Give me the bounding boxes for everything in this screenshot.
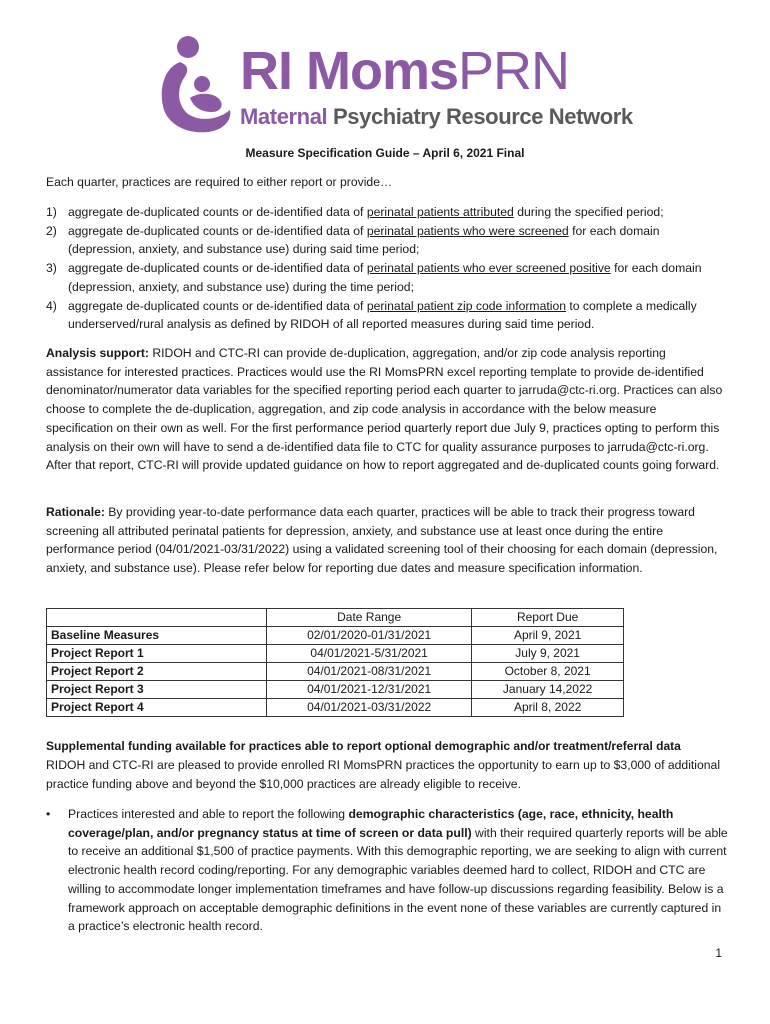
list-text: aggregate de-duplicated counts or de-identified data of	[68, 261, 367, 276]
list-text: for each domain (depression, anxiety, and substance use) during the time period;	[68, 261, 702, 294]
ri-momsprn-logo	[158, 30, 633, 138]
list-underlined: perinatal patients who ever screened positive	[366, 261, 611, 276]
row-date-range: 02/01/2020-01/31/2021	[267, 627, 472, 645]
list-underlined: perinatal patients attributed	[366, 205, 514, 219]
list-number: 3)	[46, 261, 57, 276]
list-number: 4)	[46, 298, 57, 313]
row-report-due: October 8, 2021	[472, 663, 624, 681]
bullet-item	[46, 805, 736, 936]
list-text: aggregate de-duplicated counts or de-identified data of	[68, 223, 367, 238]
list-underlined: perinatal patient zip code information	[366, 298, 566, 313]
list-item	[46, 297, 726, 334]
list-text: aggregate de-duplicated counts or de-identified data of	[68, 298, 367, 313]
supplemental-heading: Supplemental funding available for practices able to report optional demographic and/or treatment/referral data	[46, 739, 681, 753]
list-number: 2)	[46, 223, 57, 238]
table-header-blank	[47, 609, 267, 627]
row-report-due: July 9, 2021	[472, 645, 624, 663]
rationale-label: Rationale:	[46, 505, 105, 519]
list-text: for each domain (depression, anxiety, and substance use) during said time period;	[68, 223, 660, 257]
rationale-text: By providing year-to-date performance data each quarter, practices will be able to track their progress toward screening all attributed perinatal patients for depression, anxiety, and substance use at least once during the entire performance period (04/01/2021-03/31/2022) using a validated screening tool of their choosing for each domain (depression, anxiety, and substance use). Please refer below for reporting due dates and measure specification information.	[46, 505, 718, 576]
intro-paragraph: Each quarter, practices are required to either report or provide…	[46, 175, 393, 189]
list-text: aggregate de-duplicated counts or de-identified data of	[68, 205, 367, 219]
row-label: Baseline Measures	[47, 627, 267, 645]
table-header-date-range: Date Range	[267, 609, 472, 627]
bullet-text	[68, 805, 728, 936]
requirements-list	[46, 203, 726, 334]
row-date-range: 04/01/2021-08/31/2021	[267, 663, 472, 681]
list-item	[46, 222, 726, 259]
analysis-label: Analysis support:	[46, 346, 149, 360]
row-date-range: 04/01/2021-12/31/2021	[267, 681, 472, 699]
analysis-support-paragraph	[46, 344, 726, 475]
reporting-schedule-table	[46, 608, 624, 717]
document-title: Measure Specification Guide – April 6, 2021 Final	[245, 146, 525, 160]
row-label: Project Report 2	[47, 663, 267, 681]
bullet-icon: •	[46, 807, 51, 821]
list-number: 1)	[46, 205, 57, 219]
bullet-text-pre: Practices interested and able to report the following	[68, 807, 349, 821]
logo-title-bold: RI Moms	[240, 41, 459, 101]
list-underlined: perinatal patients who were screened	[366, 223, 569, 238]
row-date-range: 04/01/2021-03/31/2022	[267, 699, 472, 717]
row-label: Project Report 4	[47, 699, 267, 717]
page-number: 1	[715, 946, 722, 960]
table-header-report-due: Report Due	[472, 609, 624, 627]
list-item	[46, 259, 726, 296]
row-report-due: April 9, 2021	[472, 627, 624, 645]
rationale-paragraph	[46, 503, 726, 578]
table-row	[47, 645, 624, 663]
logo-subtitle-rest: Psychiatry Resource Network	[327, 104, 633, 129]
bullet-text-post: with their required quarterly reports will be able to receive an additional $1,500 of practice payments. With this demographic reporting, we are seeking to align with current electronic health record coding/reporting. For any demographic variables deemed hard to collect, RIDOH and CTC are willing to accommodate longer implementation timeframes and have follow-up discussions regarding feasibility. Below is a framework approach on acceptable demographic definitions in the event none of these variables are currently captured in a practice’s electronic health record.	[68, 825, 728, 934]
bullet-text-bold: demographic characteristics (age, race, ethnicity, health coverage/plan, and/or pregnancy status at time of screen or data pull)	[68, 807, 674, 840]
logo-title	[240, 40, 569, 102]
supplemental-paragraph: RIDOH and CTC-RI are pleased to provide enrolled RI MomsPRN practices the opportunity to earn up to $3,000 of additional practice funding above and beyond the $10,000 practices are already eligible to receive.	[46, 758, 721, 791]
logo-title-light: PRN	[458, 41, 570, 101]
row-report-due: January 14,2022	[472, 681, 624, 699]
list-item	[46, 203, 726, 222]
table-row	[47, 681, 624, 699]
row-report-due: April 8, 2022	[472, 699, 624, 717]
row-label: Project Report 1	[47, 645, 267, 663]
list-text: during the specified period;	[513, 205, 664, 219]
row-label: Project Report 3	[47, 681, 267, 699]
table-row	[47, 699, 624, 717]
logo-subtitle	[240, 104, 633, 130]
table-row	[47, 627, 624, 645]
mother-child-icon	[158, 34, 232, 134]
analysis-text: RIDOH and CTC-RI can provide de-duplication, aggregation, and/or zip code analysis reporting assistance for interested practices. Practices would use the RI MomsPRN excel reporting template to provide de-identified denominator/numerator data variables for the specified reporting period each quarter to jarruda@ctc-ri.org. Practices can also choose to complete the de-duplication, aggregation, and zip code analysis in accordance with the below measure specification on their own as well. For the first performance period quarterly report due July 9, practices opting to perform this analysis on their own will have to send a de-identified data file to CTC for quality assurance purposes to jarruda@ctc-ri.org. After that report, CTC-RI will provide updated guidance on how to report aggregated and de-duplicated counts going forward.	[46, 346, 723, 473]
list-text: to complete a medically underserved/rural analysis as defined by RIDOH of all reported measures during said time period.	[68, 298, 697, 332]
logo-subtitle-accent: Maternal	[240, 104, 328, 129]
row-date-range: 04/01/2021-5/31/2021	[267, 645, 472, 663]
table-row	[47, 663, 624, 681]
table-header-row	[47, 609, 624, 627]
